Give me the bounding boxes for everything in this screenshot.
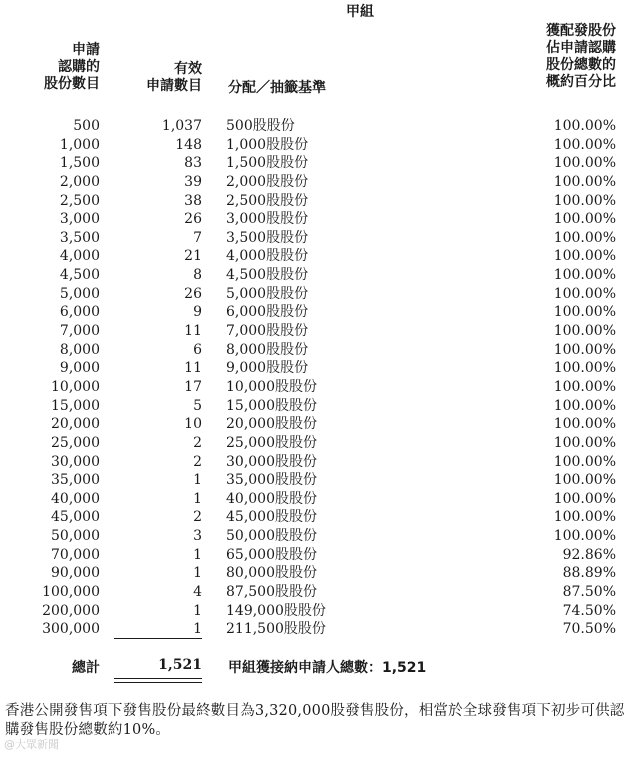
allotment-percentage-cell: 100.00% <box>553 155 616 172</box>
allocation-basis-cell: 4,000股股份 <box>226 248 309 265</box>
shares-applied-cell: 500 <box>73 118 100 134</box>
allotment-percentage-cell: 100.00% <box>553 323 616 340</box>
allotment-percentage-cell: 74.50% <box>562 602 616 619</box>
table-row <box>0 192 629 211</box>
shares-applied-cell: 40,000 <box>51 490 100 507</box>
allocation-basis-cell: 1,500股股份 <box>226 155 309 172</box>
allotment-percentage-cell: 87.50% <box>562 584 616 601</box>
allocation-basis-cell: 1,000股股份 <box>226 136 309 153</box>
allotment-percentage-cell: 100.00% <box>553 509 616 526</box>
allocation-basis-cell: 149,000股股份 <box>226 602 326 619</box>
allocation-basis-cell: 6,000股股份 <box>226 304 309 321</box>
table-row <box>0 359 629 378</box>
table-row <box>0 527 629 546</box>
shares-applied-cell: 8,000 <box>59 341 100 358</box>
valid-applications-cell: 1 <box>193 565 202 582</box>
shares-applied-cell: 300,000 <box>42 621 100 638</box>
shares-applied-cell: 9,000 <box>59 360 100 377</box>
table-row <box>0 266 629 285</box>
total-double-rule-top <box>114 678 202 679</box>
shares-applied-cell: 50,000 <box>51 528 100 545</box>
allocation-basis-cell: 80,000股股份 <box>226 565 317 582</box>
offer-shares-note: 香港公開發售項下發售股份最終數目為3,320,000股發售股份，相當於全球發售項下初步可供認購發售股份總數約10%。 <box>5 703 625 738</box>
allotment-percentage-cell: 100.00% <box>553 192 616 209</box>
valid-applications-cell: 1 <box>193 602 202 619</box>
allocation-basis-cell: 4,500股股份 <box>226 267 309 284</box>
shares-applied-cell: 4,500 <box>59 267 100 284</box>
valid-applications-cell: 4 <box>193 584 202 601</box>
table-row <box>0 173 629 192</box>
allocation-table-body <box>0 117 629 639</box>
valid-applications-cell: 6 <box>193 341 202 358</box>
allotment-percentage-cell: 100.00% <box>553 118 616 134</box>
valid-applications-cell: 1 <box>193 472 202 489</box>
valid-applications-cell: 2 <box>193 453 202 470</box>
allocation-basis-cell: 15,000股股份 <box>226 397 317 414</box>
allocation-basis-cell: 8,000股股份 <box>226 341 309 358</box>
shares-applied-cell: 100,000 <box>42 584 100 601</box>
valid-applications-cell: 7 <box>193 229 202 246</box>
table-row <box>0 453 629 472</box>
allotment-percentage-cell: 100.00% <box>553 267 616 284</box>
table-row <box>0 322 629 341</box>
shares-applied-cell: 15,000 <box>51 397 100 414</box>
allotment-percentage-cell: 100.00% <box>553 304 616 321</box>
table-row <box>0 303 629 322</box>
allotment-percentage-cell: 100.00% <box>553 211 616 228</box>
allocation-basis-cell: 25,000股股份 <box>226 434 317 451</box>
shares-applied-cell: 25,000 <box>51 434 100 451</box>
table-row <box>0 620 629 639</box>
allocation-basis-cell: 3,000股股份 <box>226 211 309 228</box>
allotment-percentage-cell: 100.00% <box>553 490 616 507</box>
table-row <box>0 546 629 565</box>
allocation-basis-cell: 50,000股股份 <box>226 528 317 545</box>
valid-applications-cell: 10 <box>184 416 202 433</box>
shares-applied-cell: 30,000 <box>51 453 100 470</box>
shares-applied-cell: 3,000 <box>59 211 100 228</box>
table-row <box>0 136 629 155</box>
total-successful-applicants: 甲組獲接納申請人總數：1,521 <box>228 660 427 676</box>
shares-applied-cell: 1,500 <box>59 155 100 172</box>
allocation-basis-cell: 20,000股股份 <box>226 416 317 433</box>
allotment-percentage-cell: 100.00% <box>553 378 616 395</box>
allocation-basis-cell: 3,500股股份 <box>226 229 309 246</box>
shares-applied-cell: 1,000 <box>59 136 100 153</box>
shares-applied-cell: 200,000 <box>42 602 100 619</box>
allotment-percentage-header: 獲配發股份 佔申請認購 股份總數的 概約百分比 <box>546 23 616 90</box>
allotment-percentage-cell: 100.00% <box>553 397 616 414</box>
valid-applications-cell: 9 <box>193 304 202 321</box>
shares-applied-cell: 20,000 <box>51 416 100 433</box>
valid-applications-cell: 17 <box>184 378 202 395</box>
allocation-basis-cell: 211,500股股份 <box>226 621 326 638</box>
shares-applied-cell: 5,000 <box>59 285 100 302</box>
allotment-percentage-cell: 100.00% <box>553 416 616 433</box>
shares-applied-cell: 70,000 <box>51 546 100 563</box>
allocation-basis-cell: 87,500股股份 <box>226 584 317 601</box>
table-row <box>0 490 629 509</box>
allotment-percentage-cell: 100.00% <box>553 136 616 153</box>
valid-applications-cell: 39 <box>184 173 202 190</box>
allotment-percentage-cell: 100.00% <box>553 472 616 489</box>
table-row <box>0 471 629 490</box>
valid-applications-cell: 11 <box>184 360 202 377</box>
subtotal-rule <box>114 638 202 639</box>
table-row <box>0 602 629 621</box>
valid-applications-cell: 11 <box>184 323 202 340</box>
table-row <box>0 397 629 416</box>
valid-applications-cell: 38 <box>184 192 202 209</box>
shares-applied-cell: 2,500 <box>59 192 100 209</box>
table-row <box>0 154 629 173</box>
allotment-percentage-cell: 100.00% <box>553 285 616 302</box>
valid-applications-cell: 83 <box>184 155 202 172</box>
table-row <box>0 285 629 304</box>
valid-applications-cell: 5 <box>193 397 202 414</box>
shares-applied-cell: 10,000 <box>51 378 100 395</box>
valid-applications-cell: 1 <box>193 546 202 563</box>
allocation-basis-cell: 2,000股股份 <box>226 173 309 190</box>
table-row <box>0 583 629 602</box>
table-row <box>0 247 629 266</box>
allocation-basis-cell: 500股股份 <box>226 118 295 134</box>
allotment-percentage-cell: 100.00% <box>553 173 616 190</box>
table-row <box>0 117 629 136</box>
total-value: 1,521 <box>158 657 202 673</box>
total-double-rule-bottom <box>114 682 202 683</box>
allotment-percentage-cell: 70.50% <box>562 621 616 638</box>
valid-applications-header: 有效 申請數目 <box>146 61 202 94</box>
allocation-basis-cell: 2,500股股份 <box>226 192 309 209</box>
table-row <box>0 378 629 397</box>
allocation-basis-cell: 40,000股股份 <box>226 490 317 507</box>
table-row <box>0 564 629 583</box>
shares-applied-cell: 4,000 <box>59 248 100 265</box>
allocation-basis-cell: 10,000股股份 <box>226 378 317 395</box>
valid-applications-cell: 3 <box>193 528 202 545</box>
valid-applications-cell: 26 <box>184 285 202 302</box>
table-row <box>0 508 629 527</box>
table-row <box>0 341 629 360</box>
total-label: 總計 <box>72 660 100 676</box>
shares-applied-header: 申請 認購的 股份數目 <box>44 42 100 92</box>
allocation-basis-cell: 35,000股股份 <box>226 472 317 489</box>
allotment-percentage-cell: 100.00% <box>553 528 616 545</box>
valid-applications-cell: 21 <box>184 248 202 265</box>
valid-applications-cell: 148 <box>175 136 202 153</box>
shares-applied-cell: 2,000 <box>59 173 100 190</box>
allotment-percentage-cell: 100.00% <box>553 341 616 358</box>
allotment-percentage-cell: 88.89% <box>562 565 616 582</box>
table-row <box>0 229 629 248</box>
valid-applications-cell: 8 <box>193 267 202 284</box>
allotment-percentage-cell: 92.86% <box>562 546 616 563</box>
watermark: @大眾新聞 <box>4 738 59 751</box>
shares-applied-cell: 45,000 <box>51 509 100 526</box>
valid-applications-cell: 1 <box>193 490 202 507</box>
allocation-basis-cell: 5,000股股份 <box>226 285 309 302</box>
shares-applied-cell: 3,500 <box>59 229 100 246</box>
shares-applied-cell: 6,000 <box>59 304 100 321</box>
table-row <box>0 415 629 434</box>
shares-applied-cell: 7,000 <box>59 323 100 340</box>
valid-applications-cell: 26 <box>184 211 202 228</box>
allotment-percentage-cell: 100.00% <box>553 229 616 246</box>
allotment-percentage-cell: 100.00% <box>553 360 616 377</box>
allotment-percentage-cell: 100.00% <box>553 453 616 470</box>
allocation-basis-cell: 30,000股股份 <box>226 453 317 470</box>
allocation-basis-header: 分配／抽籤基準 <box>228 80 326 96</box>
table-row <box>0 210 629 229</box>
valid-applications-cell: 1,037 <box>161 118 202 134</box>
valid-applications-cell: 1 <box>193 621 202 638</box>
table-row <box>0 434 629 453</box>
shares-applied-cell: 35,000 <box>51 472 100 489</box>
allocation-basis-cell: 45,000股股份 <box>226 509 317 526</box>
valid-applications-cell: 2 <box>193 434 202 451</box>
group-heading: 甲組 <box>346 4 374 20</box>
allocation-basis-cell: 7,000股股份 <box>226 323 309 340</box>
shares-applied-cell: 90,000 <box>51 565 100 582</box>
allocation-basis-cell: 65,000股股份 <box>226 546 317 563</box>
allotment-percentage-cell: 100.00% <box>553 248 616 265</box>
allocation-basis-cell: 9,000股股份 <box>226 360 309 377</box>
allotment-percentage-cell: 100.00% <box>553 434 616 451</box>
valid-applications-cell: 2 <box>193 509 202 526</box>
